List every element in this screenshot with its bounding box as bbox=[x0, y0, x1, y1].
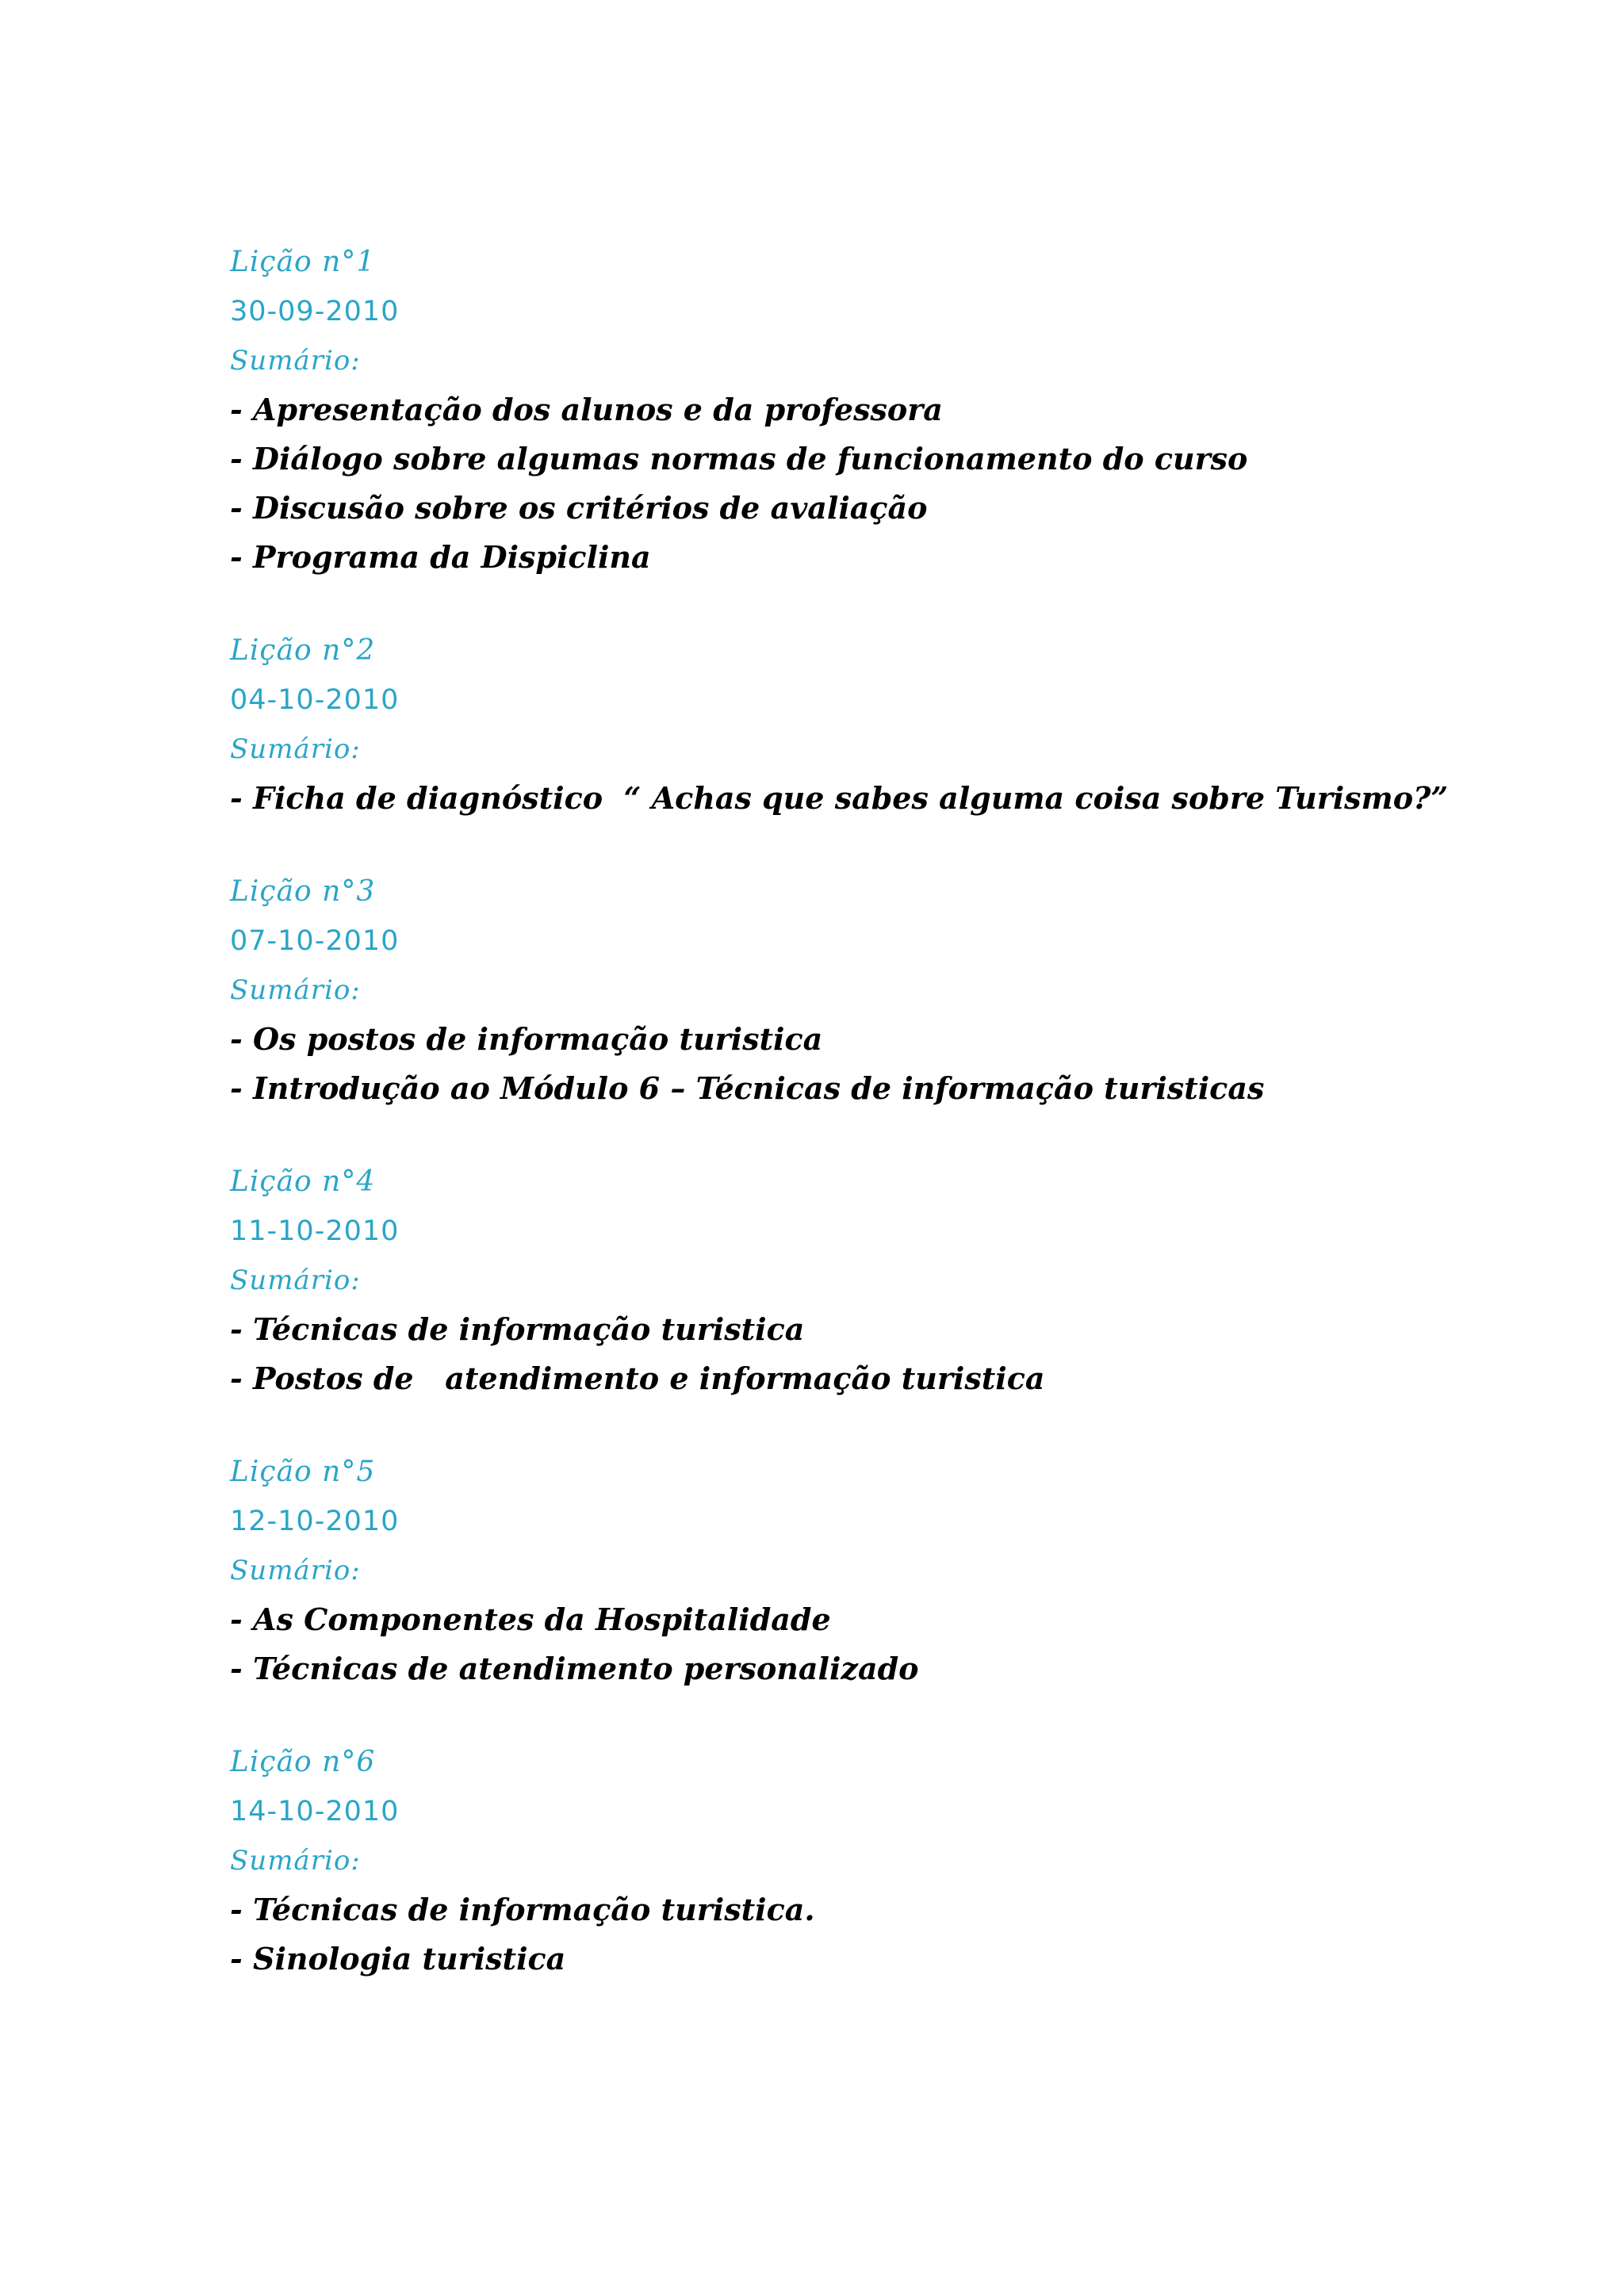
lesson-title: Lição n°2 bbox=[230, 634, 376, 667]
lesson-title: Lição n°4 bbox=[230, 1165, 376, 1198]
summary-item: - Diálogo sobre algumas normas de funcionamento do curso bbox=[230, 441, 1248, 476]
lesson-date: 04-10-2010 bbox=[230, 684, 400, 716]
lesson-3 bbox=[230, 867, 1538, 1113]
summary-item: - Técnicas de atendimento personalizado bbox=[230, 1651, 919, 1686]
lesson-2 bbox=[230, 626, 1538, 823]
summary-label: Sumário: bbox=[230, 974, 361, 1006]
summary-item: - Introdução ao Módulo 6 – Técnicas de informação turisticas bbox=[230, 1070, 1265, 1106]
summary-items bbox=[230, 774, 1538, 823]
lesson-date: 30-09-2010 bbox=[230, 296, 400, 327]
lesson-date: 11-10-2010 bbox=[230, 1215, 400, 1247]
summary-label: Sumário: bbox=[230, 1845, 361, 1877]
summary-item: - Ficha de diagnóstico “ Achas que sabes alguma coisa sobre Turismo?” bbox=[230, 780, 1449, 816]
summary-item: - Postos de atendimento e informação turistica bbox=[230, 1360, 1045, 1396]
summary-item: - Sinologia turistica bbox=[230, 1941, 566, 1976]
lesson-log bbox=[230, 238, 1538, 1984]
lesson-1 bbox=[230, 238, 1538, 582]
lesson-title: Lição n°1 bbox=[230, 246, 376, 278]
lesson-5 bbox=[230, 1448, 1538, 1693]
summary-item: - Os postos de informação turistica bbox=[230, 1021, 823, 1057]
lesson-title: Lição n°5 bbox=[230, 1456, 376, 1488]
summary-items bbox=[230, 385, 1538, 582]
summary-label: Sumário: bbox=[230, 733, 361, 765]
summary-item: - Programa da Dispiclina bbox=[230, 539, 651, 575]
summary-items bbox=[230, 1595, 1538, 1693]
summary-item: - Discusão sobre os critérios de avaliação bbox=[230, 490, 928, 526]
summary-items bbox=[230, 1305, 1538, 1403]
summary-label: Sumário: bbox=[230, 345, 361, 377]
summary-items bbox=[230, 1015, 1538, 1113]
lesson-title: Lição n°6 bbox=[230, 1746, 376, 1778]
summary-label: Sumário: bbox=[230, 1265, 361, 1296]
lesson-6 bbox=[230, 1738, 1538, 1984]
summary-label: Sumário: bbox=[230, 1555, 361, 1586]
lesson-4 bbox=[230, 1158, 1538, 1403]
summary-item: - Técnicas de informação turistica bbox=[230, 1311, 805, 1347]
lesson-date: 07-10-2010 bbox=[230, 925, 400, 957]
lesson-title: Lição n°3 bbox=[230, 875, 376, 908]
lesson-date: 14-10-2010 bbox=[230, 1796, 400, 1827]
summary-item: - Técnicas de informação turistica. bbox=[230, 1892, 815, 1927]
lesson-date: 12-10-2010 bbox=[230, 1506, 400, 1537]
summary-item: - As Componentes da Hospitalidade bbox=[230, 1601, 831, 1637]
summary-item: - Apresentação dos alunos e da professora bbox=[230, 392, 943, 427]
summary-items bbox=[230, 1885, 1538, 1984]
